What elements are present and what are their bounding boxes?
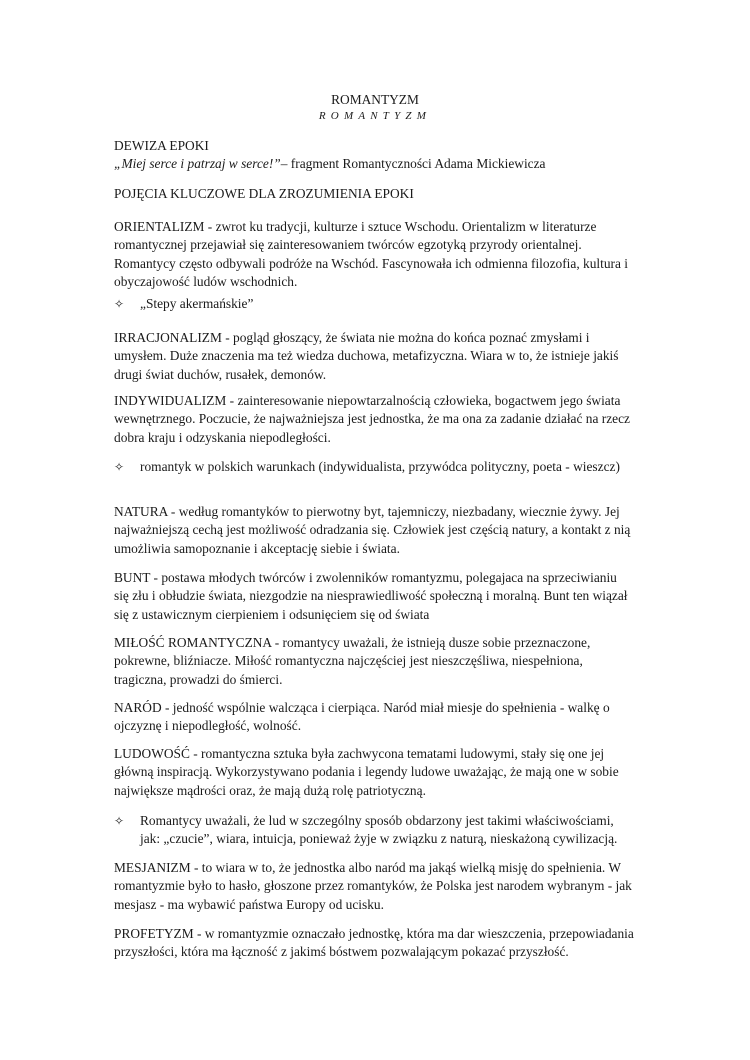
document-title: ROMANTYZM bbox=[331, 92, 419, 107]
motto-source: – fragment Romantyczności Adama Mickiewicza bbox=[280, 156, 546, 172]
bullet-text: romantyk w polskich warunkach (indywidualista, przywódca polityczny, poeta - wieszcz) bbox=[140, 459, 620, 474]
section-ludowosc: LUDOWOŚĆ - romantyczna sztuka była zachwycona tematami ludowymi, stały się one jej główną inspiracją. Wykorzystywano podania i legendy ludowe uważając, że mają one w sobie największe mądrości oraz, że mają dużą rolę patriotyczną. bbox=[114, 746, 619, 798]
bullet-text: Romantycy uważali, że lud w szczególny sposób obdarzony jest takimi właściwościami, jak: „czucie”, wiara, intuicja, ponieważ żyje w związku z naturą, nieskażoną cywilizacją. bbox=[140, 813, 618, 847]
motto-section bbox=[114, 137, 634, 174]
four-pointed-star-outline-icon: ✧ bbox=[114, 297, 125, 311]
motto-quote: „Miej serce i patrzaj w serce!” bbox=[114, 156, 281, 172]
bullet-item-stepy bbox=[114, 295, 634, 313]
section-mesjanizm: MESJANIZM - to wiara w to, że jednostka albo naród ma jakąś wielką misję do spełnienia. W romantyzmie było to hasło, głoszone przez romantyków, że Polska jest narodem wybranym - jak mesjasz - ma wybawić państwa Europy od ucisku. bbox=[114, 860, 632, 912]
section-narod: NARÓD - jedność wspólnie walcząca i cierpiąca. Naród miał miesje do spełnienia - walkę o ojczyznę i niepodległość, wolność. bbox=[114, 700, 610, 734]
section-bunt: BUNT - postawa młodych twórców i zwolenników romantyzmu, polegajaca na sprzeciwianiu się złu i obłudzie świata, niezgodzie na niesprawiedliwość społeczną i moralną. Bunt ten wiązał się z ustawicznym cierpieniem i odsunięciem się od świata bbox=[114, 570, 628, 622]
motto-line bbox=[114, 155, 634, 173]
section-irracjonalizm: IRRACJONALIZM - pogląd głoszący, że świata nie można do końca poznać zmysłami i umysłem. Duże znaczenia ma też wiedza duchowa, metafizyczna. Wiara w to, że istnieje jakiś drugi świat duchów, rusałek, demonów. bbox=[114, 330, 619, 382]
bullet-item-lud bbox=[114, 812, 634, 849]
section-orientalizm: ORIENTALIZM - zwrot ku tradycji, kulturze i sztuce Wschodu. Orientalizm w literaturze romantycznej przejawiał się zainteresowaniem twórców egzotyką przyrody orientalnej. Romantycy często odbywali podróże na Wschód. Fascynowała ich odmienna filozofia, kultura i obyczajowość ludów wschodnich. bbox=[114, 219, 629, 290]
four-pointed-star-outline-icon: ✧ bbox=[114, 814, 125, 828]
document-subtitle: ROMANTYZM bbox=[318, 110, 432, 122]
bullet-text: „Stepy akermańskie” bbox=[140, 296, 254, 311]
section-natura: NATURA - według romantyków to pierwotny byt, tajemniczy, niezbadany, wiecznie żywy. Jej najważniejszą cechą jest możliwość odradzania się. Człowiek jest częścią natury, a kontakt z nią umożliwia samopoznanie i akceptację siebie i świata. bbox=[114, 504, 631, 556]
four-pointed-star-outline-icon: ✧ bbox=[114, 460, 125, 474]
section-indywidualizm: INDYWIDUALIZM - zainteresowanie niepowtarzalnością człowieka, bogactwem jego świata wewnętrznego. Poczucie, że najważniejsza jest jednostka, że ma ona za zadanie działać na rzecz dobra kraju i odzyskania niepodległości. bbox=[114, 393, 630, 445]
section-milosc-romantyczna: MIŁOŚĆ ROMANTYCZNA - romantycy uważali, że istnieją dusze sobie przeznaczone, pokrewne, bliźniacze. Miłość romantyczna najczęściej jest nieszczęśliwa, niespełniona, tragiczna, prowadzi do śmierci. bbox=[114, 635, 591, 687]
motto-heading: DEWIZA EPOKI bbox=[114, 138, 209, 153]
key-concepts-heading: POJĘCIA KLUCZOWE DLA ZROZUMIENIA EPOKI bbox=[114, 186, 414, 201]
bullet-item-romantyk bbox=[114, 458, 634, 476]
section-profetyzm: PROFETYZM - w romantyzmie oznaczało jednostkę, która ma dar wieszczenia, przepowiadania przyszłości, która ma łączność z jakimś bóstwem pozwalającym pokazać przyszłość. bbox=[114, 926, 634, 960]
